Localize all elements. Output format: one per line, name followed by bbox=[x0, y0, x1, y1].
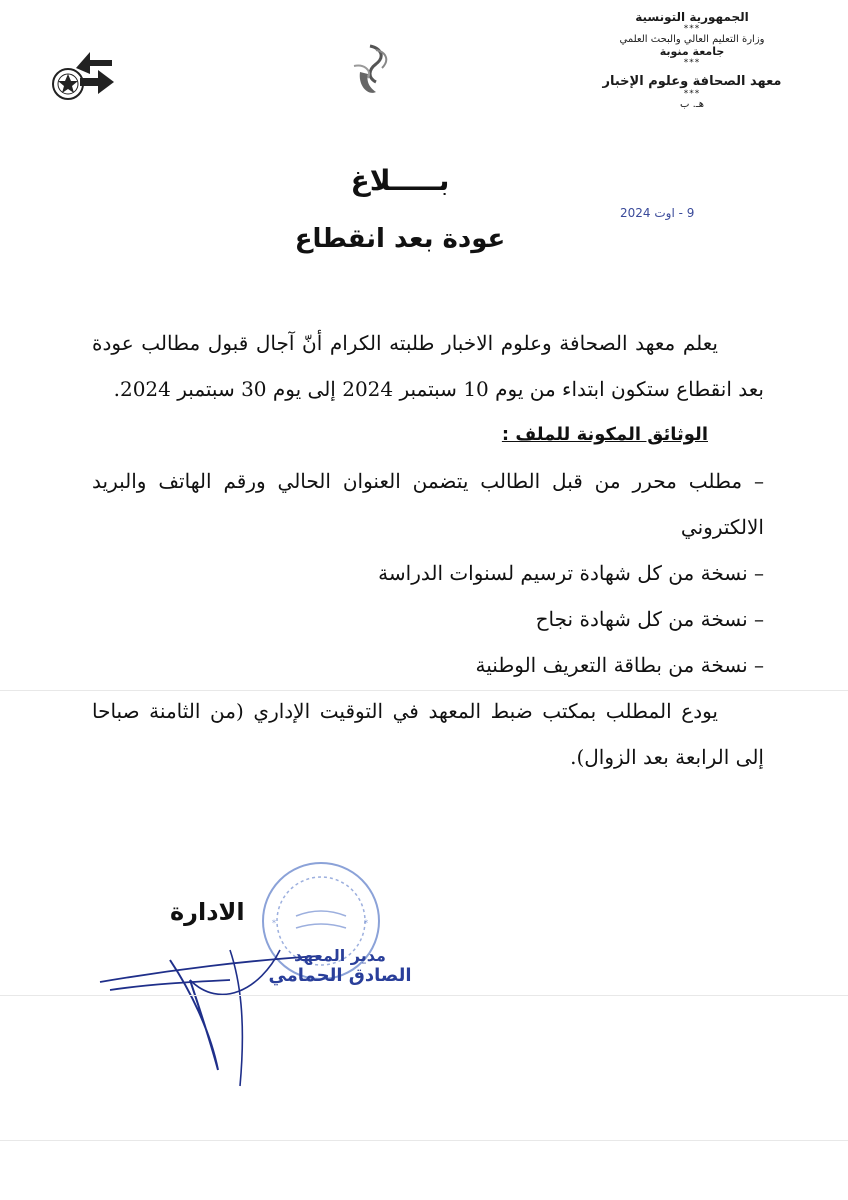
document-item: – نسخة من كل شهادة ترسيم لسنوات الدراسة bbox=[378, 561, 764, 585]
document-item: – نسخة من كل شهادة نجاح bbox=[535, 607, 764, 631]
notice-subtitle: عودة بعد انقطاع bbox=[294, 224, 506, 254]
separator-stars: *** bbox=[683, 24, 701, 34]
svg-text:*: * bbox=[364, 919, 368, 928]
university-logo-icon bbox=[346, 42, 408, 100]
submission-paragraph: يودع المطلب بمكتب ضبط المعهد في التوقيت الإداري (من الثامنة صباحا إلى الرابعة بعد الزوال). bbox=[92, 699, 764, 769]
announcement-paragraph: يعلم معهد الصحافة وعلوم الاخبار طلبته الكرام أنّ آجال قبول مطالب عودة بعد انقطاع ستكون ابتداء من يوم 10 سبتمبر 2024 إلى يوم 30 سبتمبر 2024. bbox=[92, 331, 764, 401]
notice-title: بـــــلاغ bbox=[350, 164, 450, 197]
administration-label: الادارة bbox=[170, 898, 245, 926]
documents-heading: الوثائق المكونة للملف : bbox=[501, 424, 708, 445]
scan-artifact-line bbox=[0, 995, 848, 996]
notice-body bbox=[92, 320, 764, 780]
director-name: الصادق الحمامي bbox=[268, 965, 412, 986]
letter-date: 9 - اوت 2024 bbox=[620, 206, 695, 220]
institute-logo-icon bbox=[46, 44, 118, 108]
republic-name: الجمهورية التونسية bbox=[635, 10, 749, 24]
separator-stars: *** bbox=[683, 58, 701, 68]
letterhead bbox=[592, 10, 792, 110]
director-block bbox=[250, 946, 430, 986]
institute-name: معهد الصحافة وعلوم الإخبار bbox=[602, 74, 782, 89]
separator-stars: *** bbox=[683, 89, 701, 99]
document-item: – نسخة من بطاقة التعريف الوطنية bbox=[475, 653, 764, 677]
svg-text:*: * bbox=[272, 919, 276, 928]
reference-code: هـ. ب bbox=[680, 99, 704, 110]
university-name: جامعة منوبة bbox=[659, 45, 725, 58]
ministry-name: وزارة التعليم العالي والبحث العلمي bbox=[619, 34, 765, 45]
scan-artifact-line bbox=[0, 690, 848, 691]
director-title: مدير المعهد bbox=[294, 946, 386, 965]
document-item: – مطلب محرر من قبل الطالب يتضمن العنوان الحالي ورقم الهاتف والبريد الالكتروني bbox=[92, 469, 764, 539]
scan-artifact-line bbox=[0, 1140, 848, 1141]
